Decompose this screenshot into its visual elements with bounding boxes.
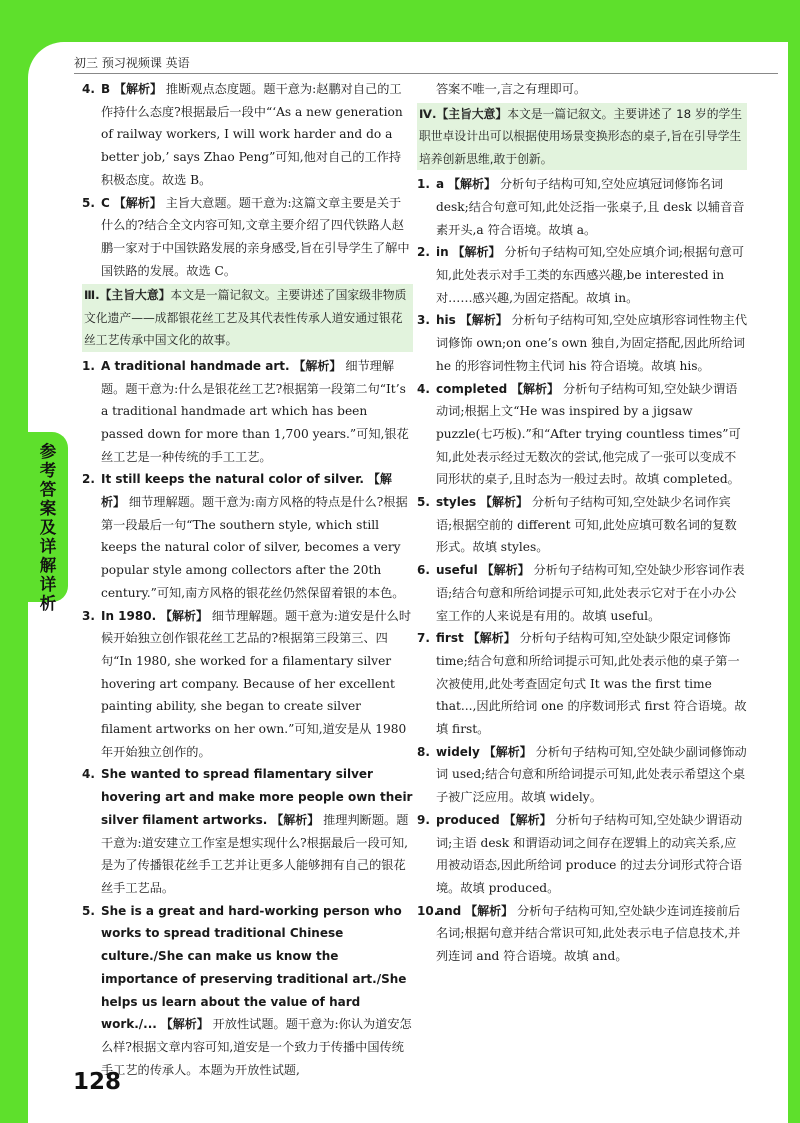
item-number: 5. [82, 903, 95, 918]
answer-item [417, 627, 747, 741]
answer-item [417, 900, 747, 968]
item-number: 8. [417, 744, 430, 759]
analysis-tag: 【解析】 [160, 608, 209, 623]
item-number: 4. [82, 82, 95, 96]
item-number: 3. [417, 313, 430, 328]
analysis-tag: 【解析】 [459, 313, 508, 328]
answer-item [82, 605, 413, 764]
answer-text: In 1980. [101, 608, 157, 623]
answer-sheet-page [28, 42, 788, 1123]
item-number: 10. [417, 903, 439, 918]
answer-text: A traditional handmade art. [101, 358, 290, 373]
answer-text: widely [436, 744, 480, 759]
answer-item [417, 241, 747, 309]
item-number: 2. [82, 472, 95, 487]
answer-text: a [436, 177, 445, 192]
analysis-tag: 【解析】 [467, 631, 516, 646]
answer-text: It still keeps the natural color of silver. [101, 472, 364, 487]
item-number: 9. [417, 812, 430, 827]
item-number: 3. [82, 608, 95, 623]
item-number: 6. [417, 563, 430, 578]
analysis-text: 推理判断题。题干意为:道安建立工作室是想实现什么?根据最后一段可知,是为了传播银花丝手工艺并让更多人能够拥有自己的银花丝手工艺品。 [101, 812, 409, 895]
item-number: 5. [82, 195, 95, 210]
answer-item [417, 378, 747, 492]
analysis-tag: 【解析】 [452, 245, 501, 260]
answer-list-3 [82, 355, 413, 1082]
analysis-text: 分析句子结构可知,空处缺少谓语动词;根据上文“He was inspired by a jigsaw puzzle(七巧板).”和“After trying countless times”可知,此处表示经过无数次的尝试,他完成了一张可以变成不同形状的桌子,且时态为一般过去时。故填 completed。 [436, 381, 741, 487]
answer-item [417, 559, 747, 627]
analysis-tag: 【解析】 [101, 472, 392, 510]
analysis-text: 主旨大意题。题干意为:这篇文章主要是关于什么的?结合全文内容可知,文章主要介绍了四代铁路人赵鹏一家对于中国铁路发展的亲身感受,旨在引导学生了解中国铁路的发展。故选 C。 [101, 195, 410, 278]
answer-item [417, 809, 747, 900]
summary-box-3 [82, 284, 413, 352]
analysis-text: 分析句子结构可知,空处缺少形容词作表语;结合句意和所给词提示可知,此处表示它对于在小办公室工作的人来说是有用的。故填 useful。 [436, 563, 745, 623]
answer-item [82, 763, 413, 899]
item-number: 7. [417, 631, 430, 646]
header-divider [74, 73, 778, 74]
analysis-text: 分析句子结构可知,空处应填介词;根据句意可知,此处表示对手工类的东西感兴趣,be interested in 对……感兴趣,为固定搭配。故填 in。 [436, 245, 744, 305]
item-number: 1. [417, 177, 430, 192]
answer-item [82, 192, 413, 283]
answer-text: first [436, 631, 464, 646]
analysis-text: 分析句子结构可知,空处缺少连词连接前后名词;根据句意并结合常识可知,此处表示电子信息技术,并列连词 and 符合语境。故填 and。 [436, 903, 741, 964]
item-number: 2. [417, 245, 430, 260]
left-column [82, 78, 413, 1081]
side-tab-label: 参考答案及详解详析 [39, 442, 57, 613]
analysis-text: 细节理解题。题干意为:南方风格的特点是什么?根据第一段最后一句“The southern style, which still keeps the natural color of silver, becomes a very popular style among collectors after the 20th century.”可知,南方风格的银花丝仍然保留着银的本色。 [101, 495, 408, 600]
analysis-text: 分析句子结构可知,空处缺少限定词修饰 time;结合句意和所给词提示可知,此处表示他的桌子第一次被使用,此处考查固定句式 It was the first time that...,因此所给词 one 的序数词形式 first 符合语境。故填 first。 [436, 631, 747, 737]
analysis-tag: 【解析】 [293, 358, 342, 373]
analysis-text: 分析句子结构可知,空处缺少谓语动词;主语 desk 和谓语动词之间存在逻辑上的动宾关系,应用被动语态,因此所给词 produce 的过去分词形式符合语境。故填 produced。 [436, 812, 743, 895]
analysis-text: 推断观点态度题。题干意为:赵鹏对自己的工作持什么态度?根据最后一段中“‘As a new generation of railway workers, I will work harder and do a better job,’ says Zhao Peng”可知,他对自己的工作持积极态度。故选 B。 [101, 82, 403, 187]
item-number: 4. [417, 381, 430, 396]
answer-text: produced [436, 812, 500, 827]
analysis-text: 分析句子结构可知,空处应填冠词修饰名词 desk;结合句意可知,此处泛指一张桌子,且 desk 以辅音音素开头,a 符合语境。故填 a。 [436, 177, 745, 237]
analysis-tag: 【解析】 [160, 1017, 209, 1032]
analysis-tag: 【解析】 [113, 195, 162, 210]
analysis-tag: 【解析】 [511, 381, 560, 396]
right-column [417, 78, 747, 968]
analysis-tag: 【解析】 [483, 744, 532, 759]
analysis-tag: 【解析】 [479, 495, 528, 510]
answer-text: in [436, 245, 449, 260]
answer-list-4 [417, 173, 747, 968]
item-number: 5. [417, 495, 430, 510]
answer-text: She wanted to spread filamentary silver hovering art and make more people own their silver filament artworks. [101, 767, 413, 827]
continued-text: 答案不唯一,言之有理即可。 [436, 82, 587, 96]
answer-text: C [101, 195, 110, 210]
summary-text: 本文是一篇记叙文。主要讲述了 18 岁的学生职世卓设计出可以根据使用场景变换形态的桌子,旨在引导学生培养创新思维,敢于创新。 [419, 106, 743, 166]
answer-text: B [101, 82, 111, 96]
answer-item [82, 78, 413, 192]
summary-title: Ⅲ.【主旨大意】 [84, 288, 171, 303]
answer-text: useful [436, 563, 478, 578]
analysis-tag: 【解析】 [481, 563, 530, 578]
answer-item [82, 355, 413, 469]
analysis-text: 分析句子结构可知,空处缺少名词作宾语;根据空前的 different 可知,此处应填可数名词的复数形式。故填 styles。 [436, 495, 737, 555]
answer-item [417, 491, 747, 559]
answer-item [417, 173, 747, 241]
answer-text: his [436, 313, 456, 328]
analysis-text: 开放性试题。题干意为:你认为道安怎么样?根据文章内容可知,道安是一个致力于传播中国传统手工艺的传承人。本题为开放性试题, [101, 1017, 412, 1077]
page-header: 初三 预习视频课 英语 [74, 56, 190, 70]
answer-text: She is a great and hard-working person who works to spread traditional Chinese culture./She can make us know the importance of preserving traditional art./She helps us learn about the value of hard work./... [101, 903, 407, 1032]
answer-text: styles [436, 495, 477, 510]
answer-text: and [436, 903, 462, 918]
summary-box-4 [417, 103, 747, 171]
side-tab [28, 432, 68, 613]
answer-item [417, 309, 747, 377]
analysis-tag: 【解析】 [503, 812, 552, 827]
analysis-text: 分析句子结构可知,空处应填形容词性物主代词修饰 own;on one’s own 独自,为固定搭配,因此所给词 he 的形容词性物主代词 his 符合语境。故填 his。 [436, 313, 748, 373]
item-number: 1. [82, 358, 95, 373]
item-number: 4. [82, 767, 95, 782]
page-number: 128 [73, 1069, 122, 1095]
analysis-tag: 【解析】 [114, 82, 163, 96]
summary-text: 本文是一篇记叙文。主要讲述了国家级非物质文化遗产——成都银花丝工艺及其代表性传承人道安通过银花丝工艺传承中国文化的故事。 [84, 288, 407, 348]
analysis-tag: 【解析】 [447, 177, 496, 192]
answer-text: completed [436, 381, 508, 396]
analysis-text: 分析句子结构可知,空处缺少副词修饰动词 used;结合句意和所给词提示可知,此处表示希望这个桌子被广泛应用。故填 widely。 [436, 744, 747, 805]
answer-item [417, 741, 747, 809]
answer-item [82, 468, 413, 604]
analysis-tag: 【解析】 [271, 812, 320, 827]
analysis-tag: 【解析】 [465, 903, 514, 918]
analysis-text: 细节理解题。题干意为:道安是什么时候开始独立创作银花丝工艺品的?根据第三段第三、四句“In 1980, she worked for a filamentary silver hovering art company. Because of her excellent painting ability, she began to create silver filament artworks on her own.”可知,道安是从 1980 年开始独立创作的。 [101, 608, 412, 759]
analysis-text: 细节理解题。题干意为:什么是银花丝工艺?根据第一段第二句“It’s a traditional handmade art which has been passed down for more than 1,700 years.”可知,银花丝工艺是一种传统的手工工艺。 [101, 358, 409, 464]
answer-item [82, 900, 413, 1082]
summary-title: Ⅳ.【主旨大意】 [419, 106, 508, 121]
answer-list-2 [82, 78, 413, 282]
